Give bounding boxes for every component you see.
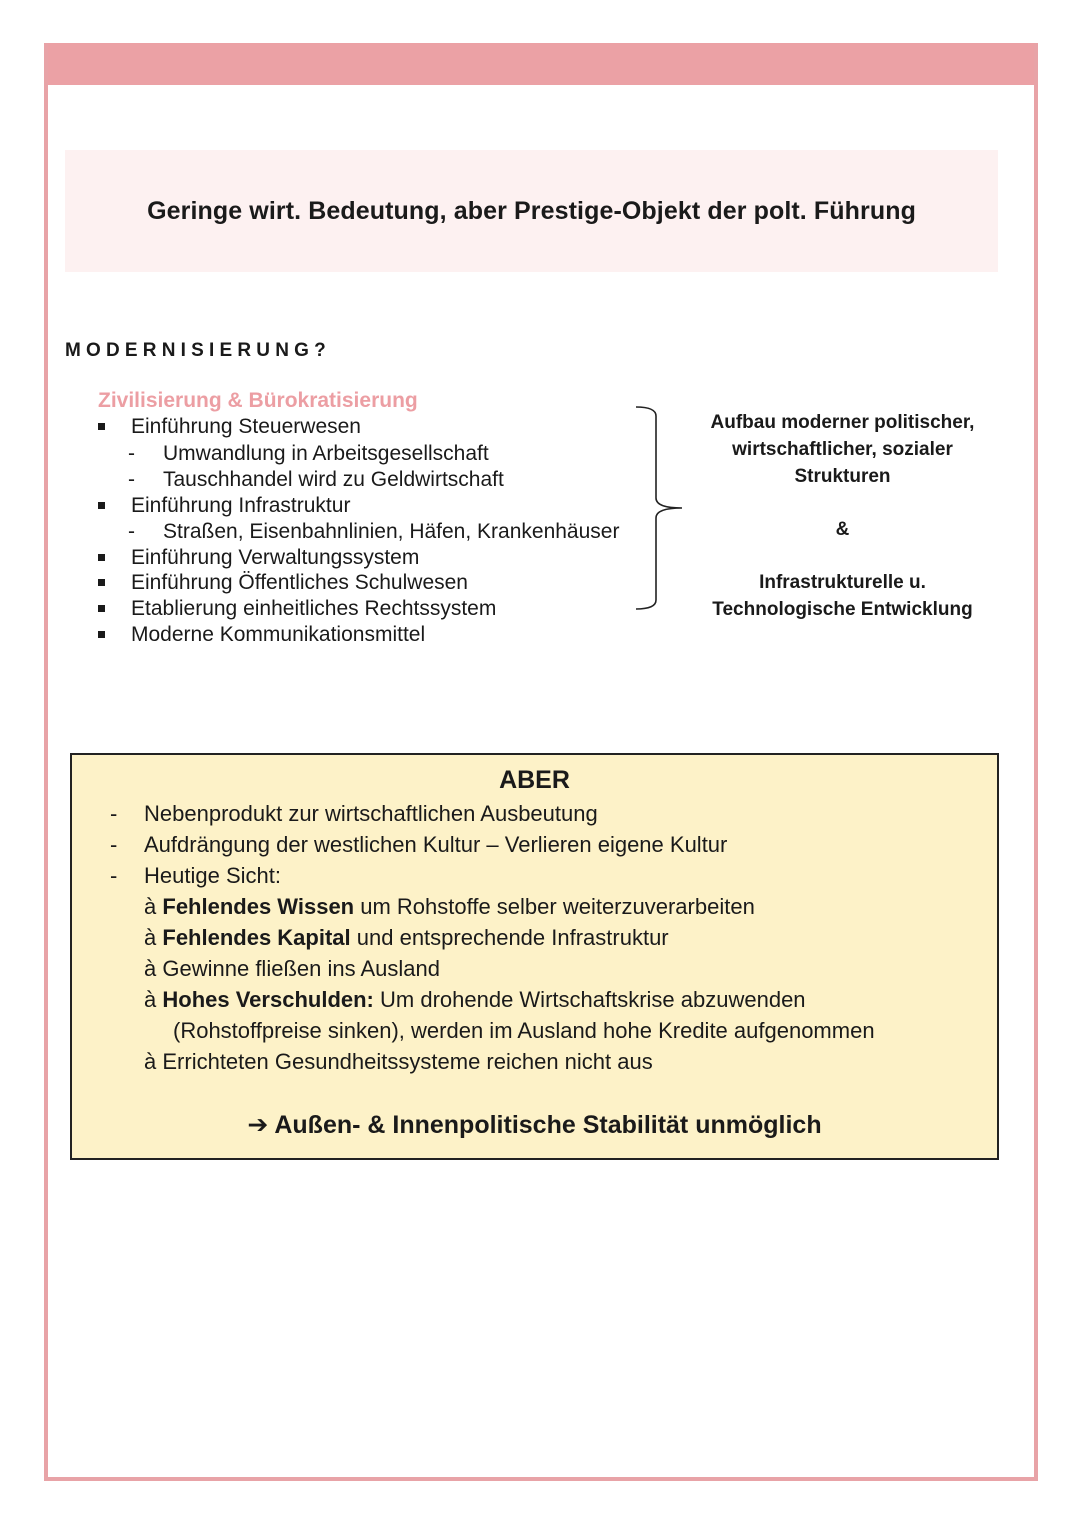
list-subitem: Straßen, Eisenbahnlinien, Häfen, Krankenhäuser <box>163 520 620 543</box>
aber-bold: Fehlendes Kapital <box>162 925 351 950</box>
list-item: Einführung Steuerwesen <box>131 415 361 438</box>
summary-line: Aufbau moderner politischer, <box>710 412 975 433</box>
list-item: Einführung Infrastruktur <box>131 494 351 517</box>
aber-rest: Um drohende Wirtschaftskrise abzuwenden <box>373 987 806 1012</box>
list-subitem: Umwandlung in Arbeitsgesellschaft <box>163 442 489 465</box>
curly-brace-icon <box>632 404 688 612</box>
aber-subpoint <box>144 891 755 922</box>
aber-subpoint <box>144 953 440 984</box>
arrow-icon: à <box>144 894 157 919</box>
aber-bold: Hohes Verschulden: <box>162 987 374 1012</box>
dash-icon: - <box>110 801 118 826</box>
dash-icon: - <box>128 468 135 491</box>
aber-point: Aufdrängung der westlichen Kultur – Verlieren eigene Kultur <box>144 832 728 857</box>
bullet-icon <box>98 554 105 561</box>
arrow-icon: à <box>144 987 157 1012</box>
summary-line: Strukturen <box>794 466 891 487</box>
page-title: Geringe wirt. Bedeutung, aber Prestige-Objekt der polt. Führung <box>147 196 916 225</box>
summary-line: Infrastrukturelle u. <box>759 572 926 593</box>
aber-rest: Gewinne fließen ins Ausland <box>162 956 440 981</box>
conclusion: ➔ Außen- & Innenpolitische Stabilität unmöglich <box>247 1111 822 1139</box>
summary-ampersand: & <box>835 519 850 540</box>
dash-icon: - <box>110 863 118 888</box>
aber-rest: und entsprechende Infrastruktur <box>350 925 669 950</box>
summary-line: wirtschaftlicher, sozialer <box>732 439 953 460</box>
summary-line: Technologische Entwicklung <box>712 599 973 620</box>
sub-heading: Zivilisierung & Bürokratisierung <box>98 389 418 412</box>
arrow-icon: à <box>144 925 157 950</box>
aber-title: ABER <box>499 766 570 794</box>
aber-point: Nebenprodukt zur wirtschaftlichen Ausbeutung <box>144 801 598 826</box>
list-item: Moderne Kommunikationsmittel <box>131 623 426 646</box>
bullet-icon <box>98 423 105 430</box>
aber-bold: Fehlendes Wissen <box>162 894 355 919</box>
bullet-icon <box>98 579 105 586</box>
list-item: Einführung Öffentliches Schulwesen <box>131 571 468 594</box>
aber-continuation: (Rohstoffpreise sinken), werden im Ausland hohe Kredite aufgenommen <box>173 1018 875 1043</box>
bullet-icon <box>98 605 105 612</box>
list-subitem: Tauschhandel wird zu Geldwirtschaft <box>163 468 504 491</box>
list-item: Einführung Verwaltungssystem <box>131 546 420 569</box>
section-heading: MODERNISIERUNG? <box>65 340 331 361</box>
aber-subpoint <box>144 984 806 1015</box>
arrow-icon: à <box>144 956 157 981</box>
dash-icon: - <box>128 442 135 465</box>
aber-box <box>70 753 999 1160</box>
bullet-icon <box>98 502 105 509</box>
aber-subpoint <box>144 1046 653 1077</box>
aber-rest: um Rohstoffe selber weiterzuverarbeiten <box>354 894 755 919</box>
bullet-icon <box>98 631 105 638</box>
arrow-icon: à <box>144 1049 157 1074</box>
aber-point: Heutige Sicht: <box>144 863 281 888</box>
title-box <box>65 150 998 272</box>
dash-icon: - <box>110 832 118 857</box>
aber-subpoint <box>144 922 669 953</box>
aber-rest: Errichteten Gesundheitssysteme reichen nicht aus <box>162 1049 653 1074</box>
dash-icon: - <box>128 520 135 543</box>
list-item: Etablierung einheitliches Rechtssystem <box>131 597 497 620</box>
